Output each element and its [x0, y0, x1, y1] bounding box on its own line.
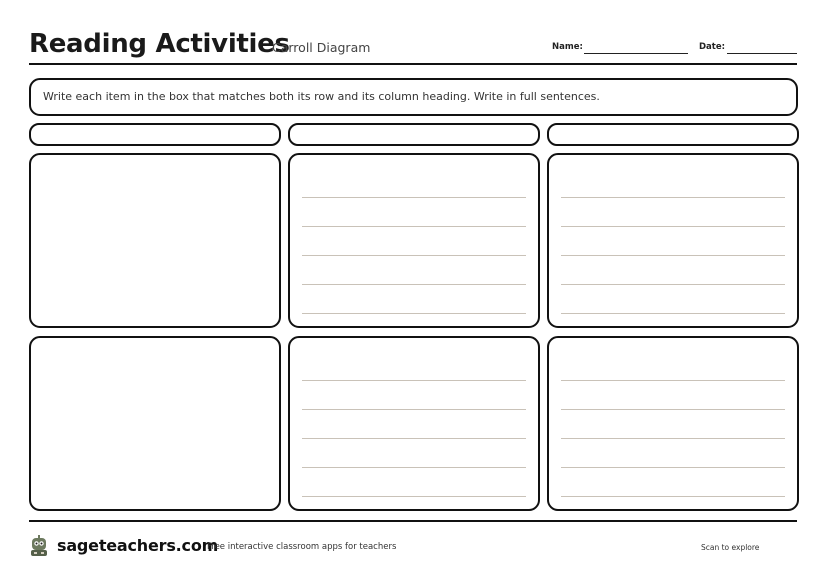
column-heading-3[interactable]: [547, 123, 799, 146]
writing-line: [561, 284, 785, 285]
writing-line: [302, 496, 526, 497]
row-heading-box-1[interactable]: [29, 153, 281, 328]
writing-line: [302, 467, 526, 468]
writing-line: [302, 255, 526, 256]
answer-cell[interactable]: [288, 153, 540, 328]
writing-line: [302, 284, 526, 285]
robot-mascot-icon: [29, 535, 49, 557]
column-heading-1[interactable]: [29, 123, 281, 146]
answer-cell[interactable]: [547, 153, 799, 328]
date-label: Date:: [699, 42, 726, 52]
writing-line: [302, 197, 526, 198]
writing-line: [561, 197, 785, 198]
writing-line: [302, 380, 526, 381]
writing-line: [302, 313, 526, 314]
writing-line: [561, 380, 785, 381]
name-label: Name:: [552, 42, 583, 52]
writing-line: [302, 226, 526, 227]
scan-label: Scan to explore: [701, 543, 760, 552]
header-divider: [29, 63, 797, 65]
footer-divider: [29, 520, 797, 522]
worksheet-subtitle: Carroll Diagram: [272, 40, 371, 55]
writing-line: [561, 226, 785, 227]
footer-tagline: Free interactive classroom apps for teachers: [207, 542, 397, 552]
writing-line: [561, 438, 785, 439]
writing-line: [302, 438, 526, 439]
writing-line: [561, 467, 785, 468]
instructions-box: [29, 78, 798, 116]
date-field[interactable]: [727, 53, 797, 54]
name-field[interactable]: [584, 53, 688, 54]
instructions-text: Write each item in the box that matches both its row and its column heading. Write in full sentences.: [43, 90, 600, 103]
writing-line: [302, 409, 526, 410]
writing-line: [561, 255, 785, 256]
column-heading-2[interactable]: [288, 123, 540, 146]
worksheet-title: Reading Activities: [29, 29, 290, 59]
writing-line: [561, 409, 785, 410]
answer-cell[interactable]: [288, 336, 540, 511]
writing-line: [561, 313, 785, 314]
writing-line: [561, 496, 785, 497]
brand-link[interactable]: sageteachers.com: [57, 536, 219, 555]
row-heading-box-2[interactable]: [29, 336, 281, 511]
answer-cell[interactable]: [547, 336, 799, 511]
